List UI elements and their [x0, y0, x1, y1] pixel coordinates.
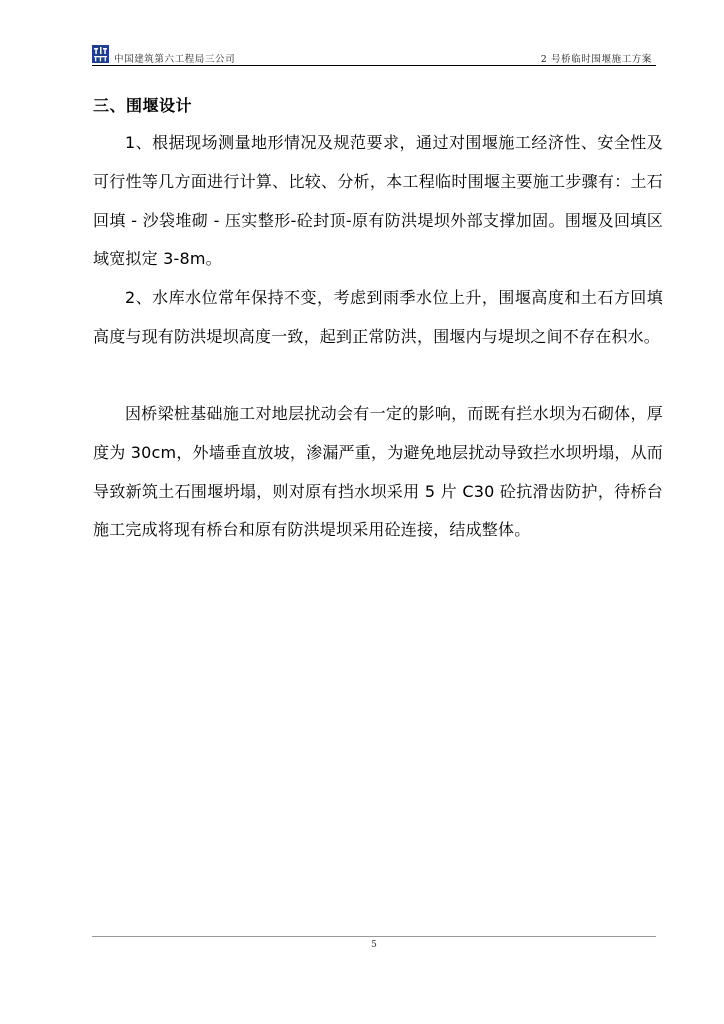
footer-divider: [92, 936, 656, 937]
paragraph-3: 因桥梁桩基础施工对地层扰动会有一定的影响，而既有拦水坝为石砌体，厚度为 30cm，外墙垂直放坡，渗漏严重，为避免地层扰动导致拦水坝坍塌，从而导致新筑土石围堰坍塌，则对原有挡水坝采用 5 片 C30 砼抗滑齿防护，待桥台施工完成将现有桥台和原有防洪堤坝采用砼连接，结成整体。: [93, 404, 663, 540]
page-header: [92, 44, 656, 66]
document-title: 2 号桥临时围堰施工方案: [540, 54, 652, 65]
paragraph-1: 1、根据现场测量地形情况及规范要求，通过对围堰施工经济性、安全性及可行性等几方面进行计算、比较、分析，本工程临时围堰主要施工步骤有：土石回填 - 沙袋堆砌 - 压实整形-砼封顶-原有防洪堤坝外部支撑加固。围堰及回填区域宽拟定 3-8m。: [93, 133, 663, 269]
section-heading: 三、围堰设计: [93, 96, 193, 115]
header-divider: [92, 65, 656, 66]
company-logo-icon: [92, 45, 109, 63]
page-number: 5: [371, 940, 377, 950]
company-name: 中国建筑第六工程局三公司: [114, 54, 236, 65]
paragraph-2: 2、水库水位常年保持不变，考虑到雨季水位上升，围堰高度和土石方回填高度与现有防洪堤坝高度一致，起到正常防洪，围堰内与堤坝之间不存在积水。: [93, 288, 663, 346]
